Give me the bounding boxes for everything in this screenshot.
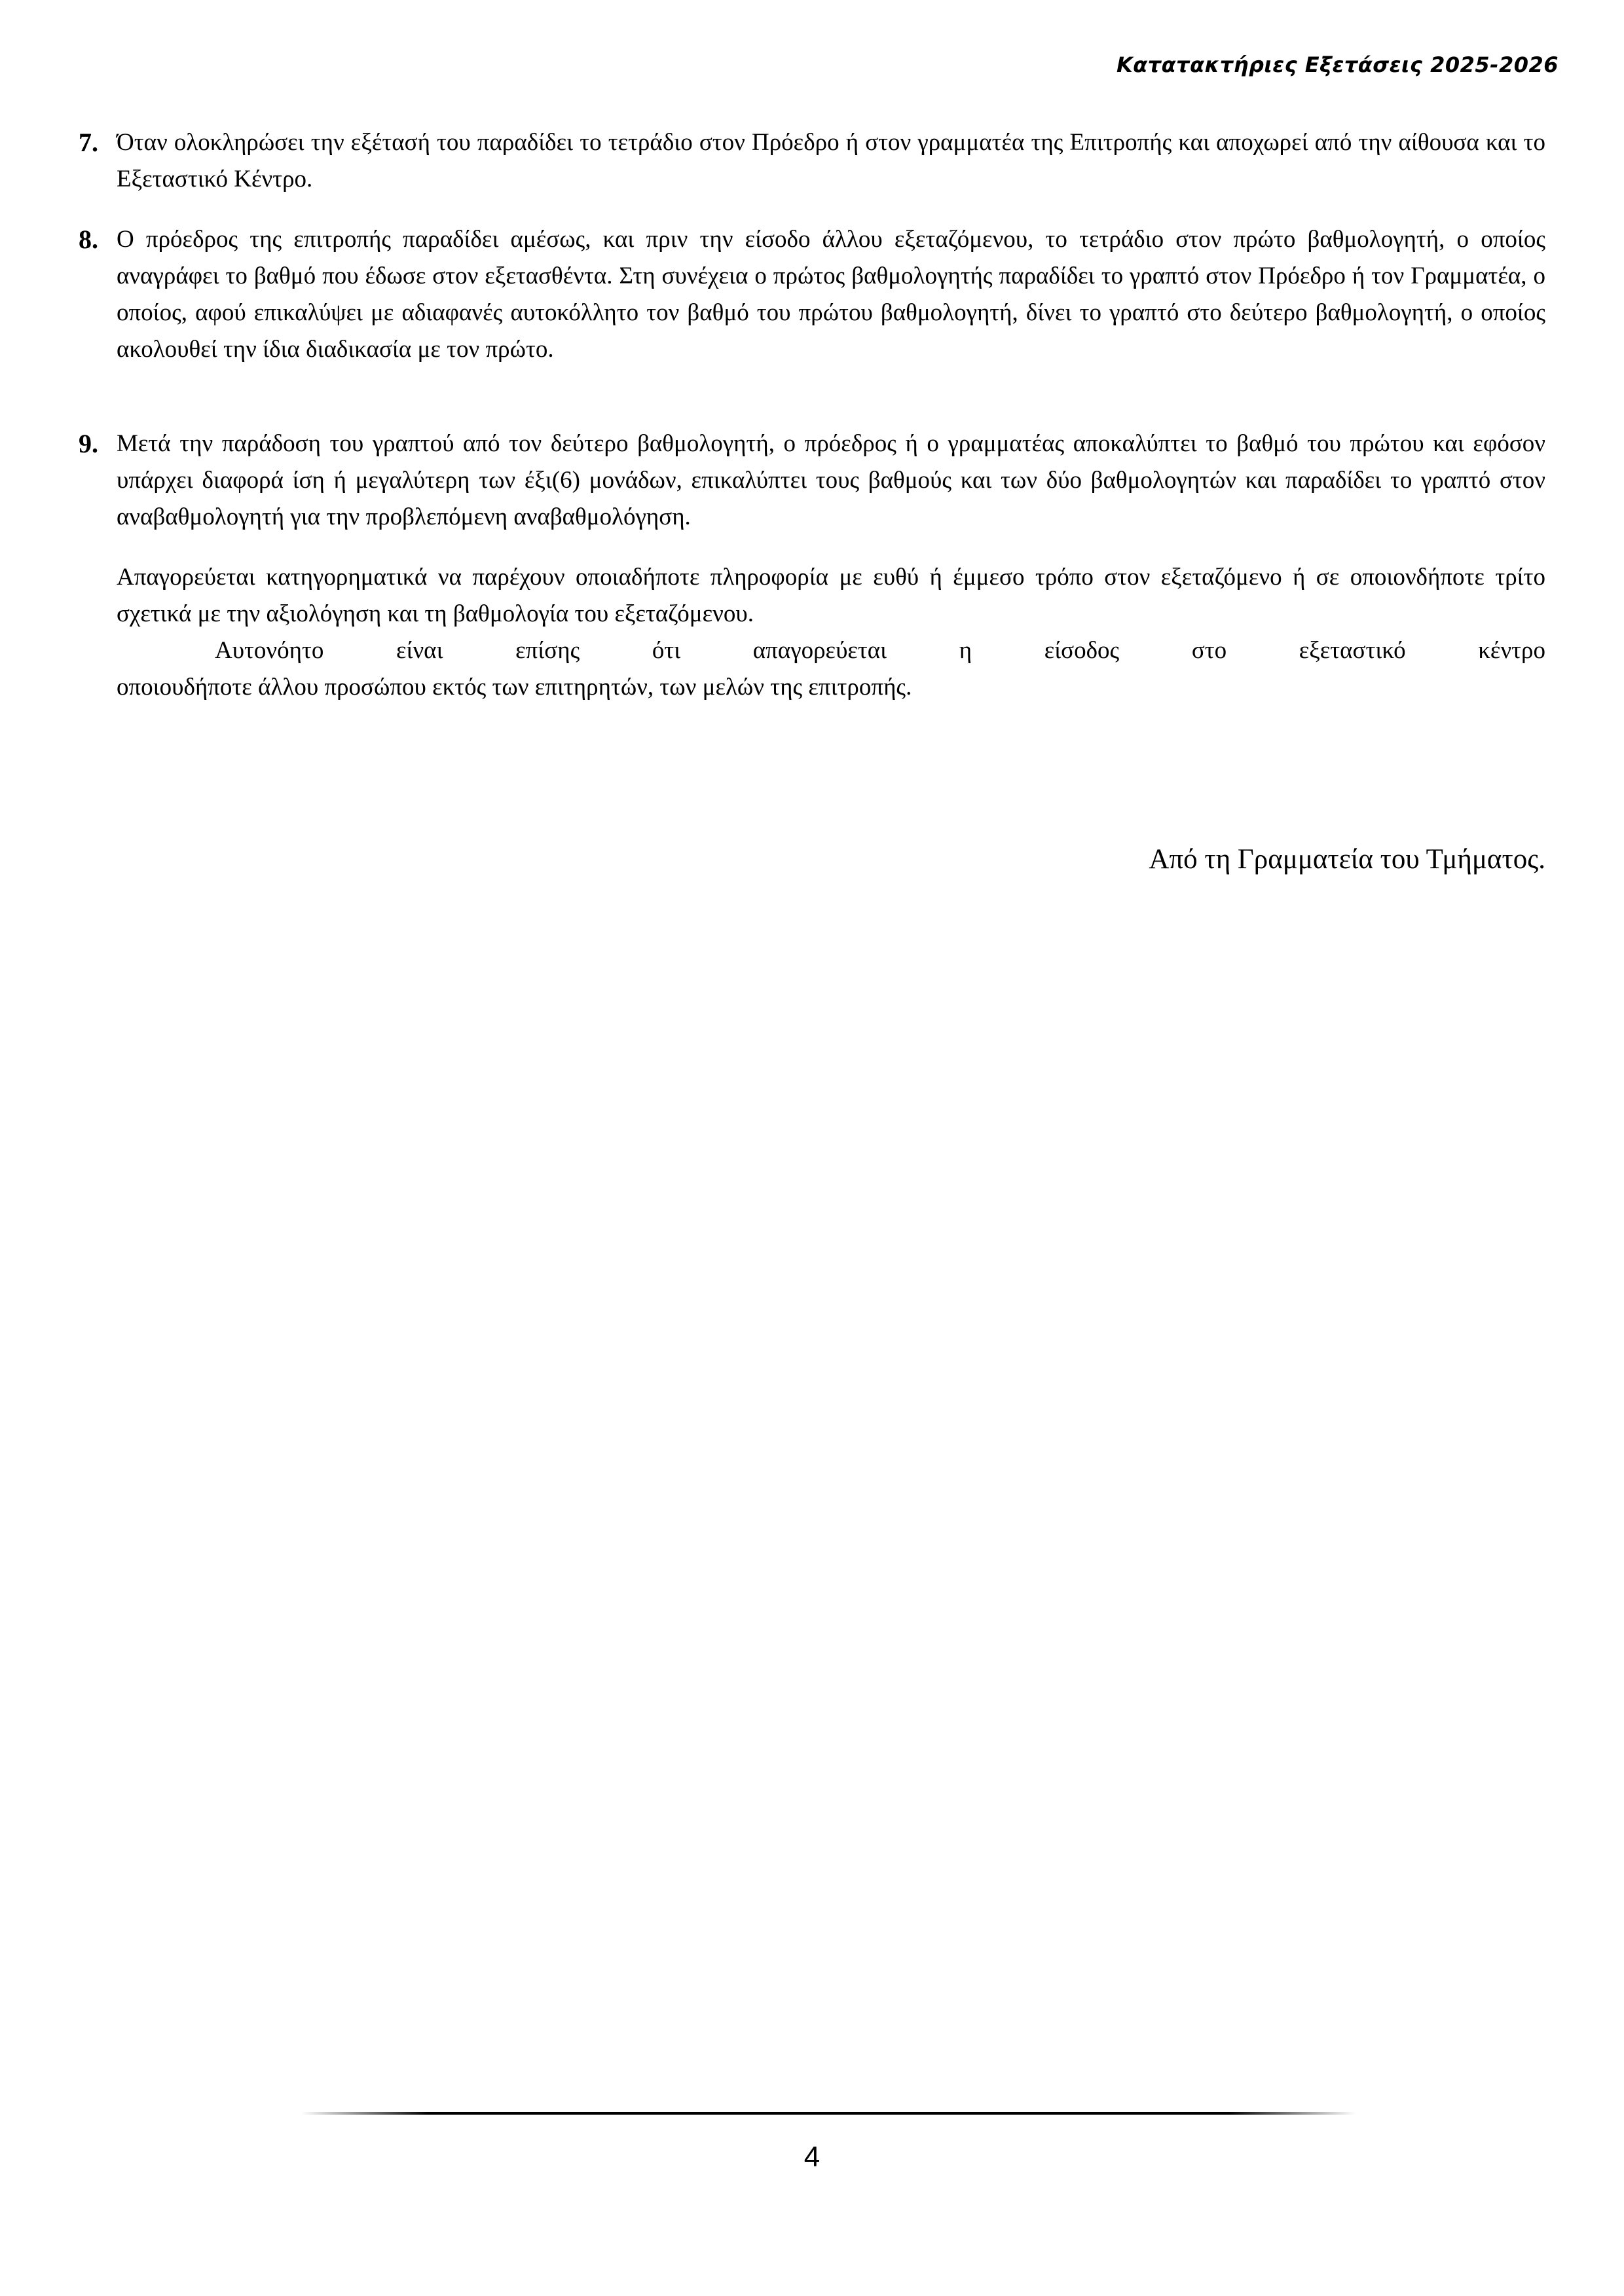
list-item-number: 9.: [79, 429, 98, 458]
prohibition-paragraph: Απαγορεύεται κατηγορηματικά να παρέχουν οποιαδήποτε πληροφορία με ευθύ ή έμμεσο τρόπο στον εξεταζόμενο ή σε οποιονδήποτε τρίτο σχετικά με την αξιολόγηση και τη βαθμολογία του εξεταζόμενου.: [117, 564, 1545, 627]
list-item-number: 8.: [79, 225, 98, 254]
header-title: Κατατακτήριες Εξετάσεις 2025-2026: [1116, 52, 1559, 77]
list-item-number: 7.: [79, 128, 98, 157]
list-item-9: [79, 426, 1545, 536]
list-item-text: Μετά την παράδοση του γραπτού από τον δεύτερο βαθμολογητή, ο πρόεδρος ή ο γραμματέας αποκαλύπτει το βαθμό του πρώτου και εφόσον υπάρχει διαφορά ίση ή μεγαλύτερη των έξι(6) μονάδων, επικαλύπτει τους βαθμούς και των δύο βαθμολογητών και παραδίδει το γραπτό στον αναβαθμολογητή για την προβλεπόμενη αναβαθμολόγηση.: [117, 430, 1545, 530]
list-item-text: Όταν ολοκληρώσει την εξέτασή του παραδίδει το τετράδιο στον Πρόεδρο ή στον γραμματέα της Επιτροπής και αποχωρεί από την αίθουσα και το Εξεταστικό Κέντρο.: [117, 129, 1545, 192]
list-item-text: Ο πρόεδρος της επιτροπής παραδίδει αμέσως, και πριν την είσοδο άλλου εξεταζόμενου, το τετράδιο στον πρώτο βαθμολογητή, ο οποίος αναγράφει το βαθμό που έδωσε στον εξετασθέντα. Στη συνέχεια ο πρώτος βαθμολογητής παραδίδει το γραπτό στον Πρόεδρο ή τον Γραμματέα, ο οποίος, αφού επικαλύψει με αδιαφανές αυτοκόλλητο τον βαθμό του πρώτου βαθμολογητή, δίνει το γραπτό στο δεύτερο βαθμολογητή, ο οποίος ακολουθεί την ίδια διαδικασία με τον πρώτο.: [117, 226, 1545, 363]
entry-paragraph-line-1: Αυτονόητο είναι επίσης ότι απαγορεύεται η είσοδος στο εξεταστικό κέντρο: [215, 637, 1545, 664]
page-number: 4: [803, 2141, 821, 2173]
signature: Από τη Γραμματεία του Τμήματος.: [1149, 844, 1545, 875]
list-item-7: [79, 124, 1545, 198]
list-item-8: [79, 221, 1545, 368]
entry-paragraph: [117, 632, 1545, 706]
footer-divider: [301, 2112, 1356, 2115]
entry-paragraph-line-2: οποιουδήποτε άλλου προσώπου εκτός των επιτηρητών, των μελών της επιτροπής.: [117, 674, 912, 701]
